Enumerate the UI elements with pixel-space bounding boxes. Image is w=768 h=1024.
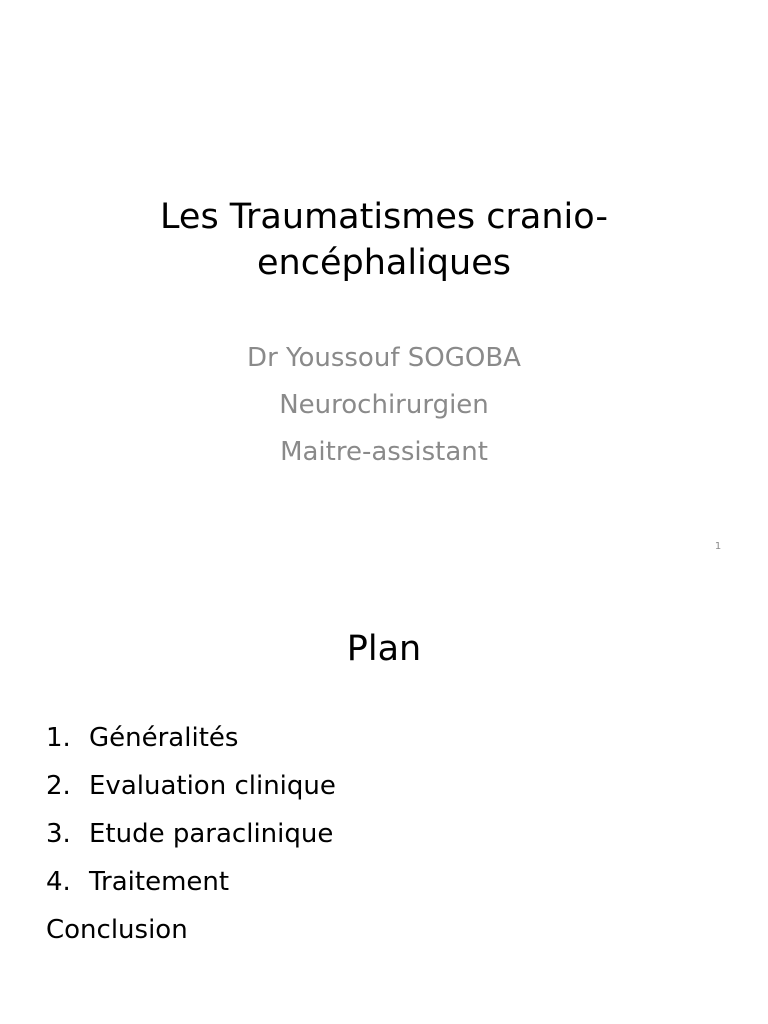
- item-text: Evaluation clinique: [89, 771, 336, 801]
- item-text: Généralités: [89, 723, 239, 753]
- list-item: [46, 762, 726, 810]
- plan-list: [46, 714, 726, 954]
- author-name: Dr Youssouf SOGOBA: [247, 343, 521, 373]
- item-number: 1.: [46, 723, 71, 753]
- list-item: [46, 858, 726, 906]
- plan-slide: [0, 576, 768, 1024]
- item-text: Etude paraclinique: [89, 819, 334, 849]
- item-number: 3.: [46, 819, 71, 849]
- list-item: [46, 714, 726, 762]
- item-text: Conclusion: [46, 915, 188, 945]
- slide-subtitle: [0, 335, 768, 476]
- item-number: 4.: [46, 867, 71, 897]
- author-specialty: Neurochirurgien: [279, 390, 489, 420]
- plan-title: Plan: [346, 629, 422, 669]
- page-number: 1: [714, 541, 722, 552]
- item-number: 2.: [46, 771, 71, 801]
- list-item: [46, 906, 726, 954]
- slide-title: [0, 194, 768, 286]
- title-line-1: Les Traumatismes cranio-: [160, 197, 608, 237]
- title-line-2: encéphaliques: [257, 243, 511, 283]
- list-item: [46, 810, 726, 858]
- author-rank: Maitre-assistant: [280, 437, 488, 467]
- item-text: Traitement: [89, 867, 230, 897]
